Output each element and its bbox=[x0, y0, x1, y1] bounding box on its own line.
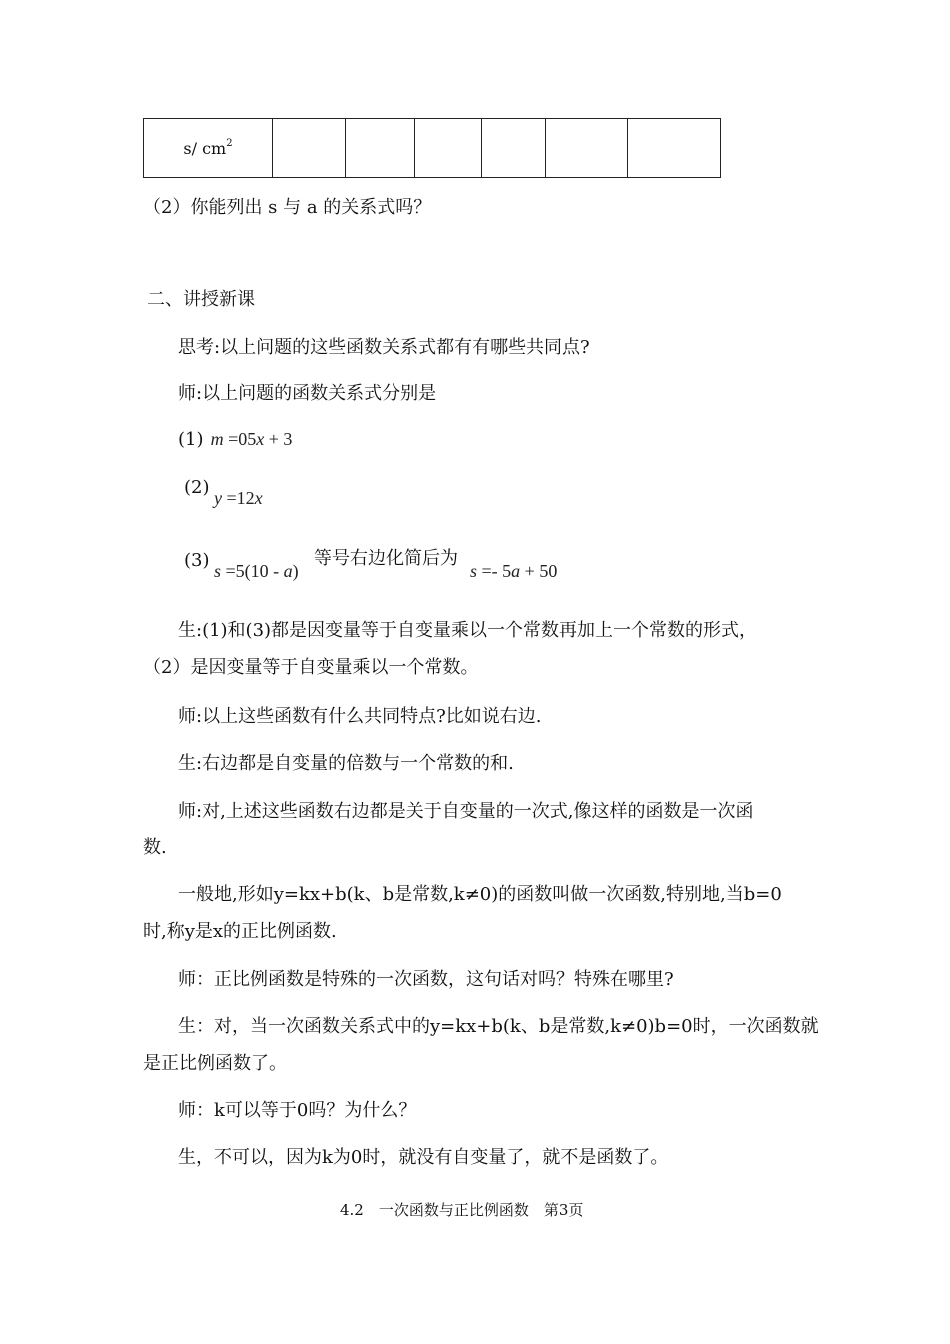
section-title: 二、讲授新课 bbox=[147, 289, 255, 310]
teacher-paragraph-4: 师：正比例函数是特殊的一次函数，这句话对吗？特殊在哪里? bbox=[178, 969, 674, 990]
question-2: （2）你能列出 s 与 a 的关系式吗？ bbox=[143, 197, 432, 218]
table-row-label: s/ $cm^2$ bbox=[144, 119, 273, 178]
student-paragraph-3-line-2: 是正比例函数了。 bbox=[143, 1053, 287, 1074]
table-cell bbox=[273, 119, 346, 178]
formula-3-text: 等号右边化简后为 bbox=[314, 548, 458, 569]
table-cell bbox=[546, 119, 628, 178]
teacher-paragraph-3-line-2: 数. bbox=[143, 837, 167, 858]
formula-1: (1) m =05x + 3 bbox=[178, 429, 293, 450]
student-paragraph-1-line-1: 生:(1)和(3)都是因变量等于自变量乘以一个常数再加上一个常数的形式， bbox=[178, 620, 758, 641]
formula-3-expression: s =5(10 - a) bbox=[214, 561, 299, 581]
teacher-paragraph-1: 师:以上问题的函数关系式分别是 bbox=[178, 383, 437, 404]
formula-3-simplified: s =- 5a + 50 bbox=[470, 561, 558, 581]
think-paragraph: 思考:以上问题的这些函数关系式都有有哪些共同点? bbox=[178, 337, 590, 358]
formula-2-expression: y =12x bbox=[214, 488, 263, 508]
table-row bbox=[144, 119, 721, 178]
page-footer: 4.2 一次函数与正比例函数 第3页 bbox=[340, 1201, 584, 1219]
table-cell bbox=[415, 119, 482, 178]
student-paragraph-1-line-2: （2）是因变量等于自变量乘以一个常数。 bbox=[143, 657, 479, 678]
general-definition-line-1: 一般地,形如y=kx+b(k、b是常数,k≠0)的函数叫做一次函数,特别地,当b=0 bbox=[178, 884, 782, 905]
table-cell bbox=[628, 119, 721, 178]
table-cell bbox=[346, 119, 415, 178]
general-definition-line-2: 时,称y是x的正比例函数. bbox=[143, 921, 337, 942]
teacher-paragraph-3-line-1: 师:对,上述这些函数右边都是关于自变量的一次式,像这样的函数是一次函 bbox=[178, 801, 754, 822]
student-paragraph-3-line-1: 生：对，当一次函数关系式中的y=kx+b(k、b是常数,k≠0)b=0时，一次函数就 bbox=[178, 1016, 819, 1037]
data-table bbox=[143, 118, 721, 178]
student-paragraph-2: 生:右边都是自变量的倍数与一个常数的和. bbox=[178, 753, 514, 774]
formula-3-number: (3) bbox=[184, 550, 210, 571]
teacher-paragraph-2: 师:以上这些函数有什么共同特点?比如说右边. bbox=[178, 706, 542, 727]
student-paragraph-4: 生，不可以，因为k为0时，就没有自变量了，就不是函数了。 bbox=[178, 1147, 669, 1168]
formula-2: (2) bbox=[184, 477, 210, 498]
teacher-paragraph-5: 师：k可以等于0吗？为什么？ bbox=[178, 1100, 417, 1121]
table-cell bbox=[482, 119, 546, 178]
